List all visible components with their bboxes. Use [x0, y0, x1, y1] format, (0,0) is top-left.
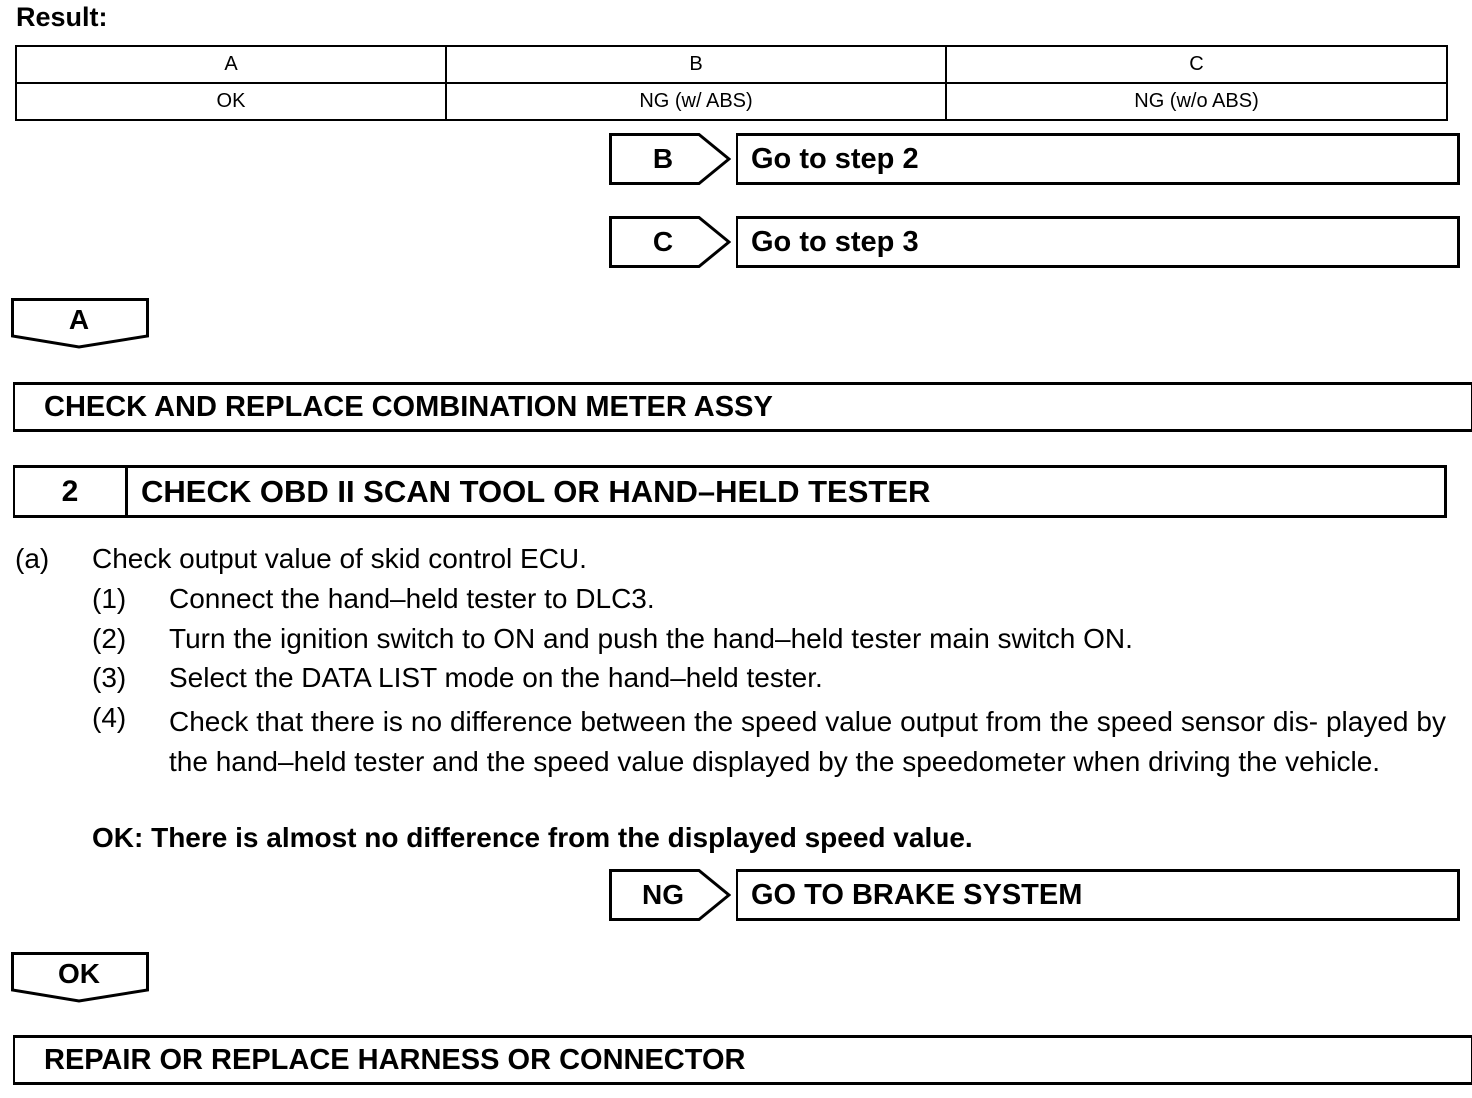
- procedure-item-text: Select the DATA LIST mode on the hand–held tester.: [169, 662, 823, 693]
- branch-target-brake-system[interactable]: GO TO BRAKE SYSTEM: [736, 869, 1460, 921]
- procedure-item-text: Check that there is no difference between the speed value output from the speed sensor dis- played by the hand–held tester and the speed value displayed by the speedometer when driving the vehicle.: [169, 706, 1446, 777]
- action-box-replace-meter: CHECK AND REPLACE COMBINATION METER ASSY: [13, 382, 1472, 432]
- result-label: Result:: [16, 2, 108, 32]
- branch-tag-label: B: [652, 143, 674, 174]
- down-tag-label: A: [68, 304, 90, 335]
- table-header-cell: A: [16, 46, 446, 83]
- table-header-cell: B: [446, 46, 946, 83]
- procedure-item-label: (3): [92, 662, 127, 693]
- step-number: 2: [15, 468, 128, 515]
- step-header: [13, 465, 1447, 518]
- procedure-item-label: (1): [92, 583, 127, 614]
- table-header-row: [16, 46, 1447, 83]
- procedure-item-label: (2): [92, 623, 127, 654]
- branch-target-step-2[interactable]: Go to step 2: [736, 133, 1460, 185]
- table-cell: OK: [16, 83, 446, 120]
- procedure-item-text: Connect the hand–held tester to DLC3.: [169, 583, 655, 614]
- ok-criteria: OK: There is almost no difference from the displayed speed value.: [92, 822, 973, 853]
- down-tag-ok: [11, 952, 151, 1004]
- table-header-cell: C: [946, 46, 1447, 83]
- branch-target-step-3[interactable]: Go to step 3: [736, 216, 1460, 268]
- procedure-a-text: Check output value of skid control ECU.: [92, 543, 587, 574]
- result-table: [15, 45, 1448, 121]
- procedure-item-text: Turn the ignition switch to ON and push the hand–held tester main switch ON.: [169, 623, 1133, 654]
- branch-tag-ng: [609, 869, 731, 921]
- procedure-item-label: (4): [92, 702, 127, 733]
- table-cell: NG (w/ ABS): [446, 83, 946, 120]
- table-cell: NG (w/o ABS): [946, 83, 1447, 120]
- step-title: CHECK OBD II SCAN TOOL OR HAND–HELD TESTER: [141, 474, 931, 509]
- action-box-repair-harness: REPAIR OR REPLACE HARNESS OR CONNECTOR: [13, 1035, 1472, 1085]
- branch-tag-label: NG: [642, 879, 684, 910]
- branch-tag-label: C: [652, 226, 674, 257]
- procedure-a-label: (a): [15, 543, 50, 574]
- branch-tag-b: [609, 133, 731, 185]
- table-row: [16, 83, 1447, 120]
- down-tag-a: [11, 298, 151, 350]
- down-tag-label: OK: [58, 958, 100, 989]
- branch-tag-c: [609, 216, 731, 268]
